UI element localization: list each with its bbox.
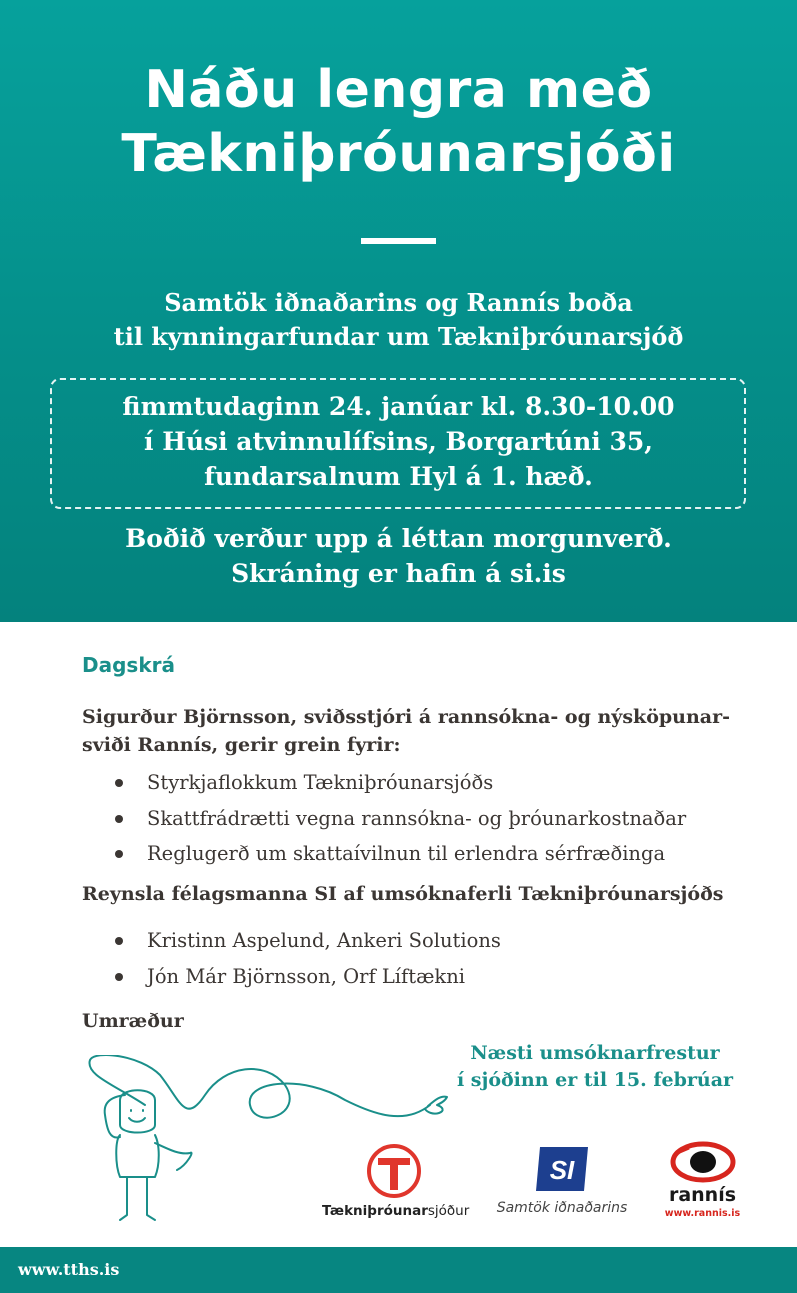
deadline-line-2: í sjóðinn er til 15. febrúar	[456, 1069, 734, 1091]
title-divider	[361, 238, 436, 244]
list-item-text: Styrkjaflokkum Tækniþróunarsjóðs	[147, 771, 494, 794]
list-item	[115, 801, 686, 837]
breakfast-note: Boðið verður upp á léttan morgunverð.	[125, 524, 672, 553]
bullet-icon	[115, 973, 123, 981]
page-title	[0, 58, 797, 186]
rannis-emblem-icon	[655, 1140, 750, 1186]
si-mark: SI	[549, 1155, 575, 1185]
invitation-text	[0, 286, 797, 354]
tth-wordmark	[322, 1203, 470, 1219]
footer-link[interactable]: www.tths.is	[18, 1260, 120, 1279]
speaker2-people	[115, 923, 501, 994]
rannis-logo	[655, 1140, 750, 1219]
rannis-url: www.rannis.is	[664, 1208, 741, 1219]
invitation-line-2: til kynningarfundar um Tækniþróunarsjóð	[113, 322, 684, 351]
si-wordmark: Samtök iðnaðarins	[496, 1200, 628, 1216]
tth-emblem-icon	[322, 1143, 467, 1199]
deadline-line-1: Næsti umsóknarfrestur	[470, 1042, 720, 1064]
event-venue: í Húsi atvinnulífsins, Borgartúni 35,	[144, 427, 653, 456]
list-item	[115, 765, 686, 801]
bullet-icon	[115, 937, 123, 945]
bullet-icon	[115, 779, 123, 787]
si-emblem-icon	[492, 1143, 632, 1195]
tth-wordmark-rest: sjóður	[427, 1203, 470, 1219]
list-item-text: Jón Már Björnsson, Orf Líftækni	[147, 964, 466, 988]
list-item-text: Reglugerð um skattaívilnun til erlendra sérfræðinga	[147, 842, 666, 865]
bullet-icon	[115, 815, 123, 823]
si-logo	[492, 1143, 632, 1216]
invitation-line-1: Samtök iðnaðarins og Rannís boða	[164, 288, 633, 317]
event-date: fimmtudaginn 24. janúar kl. 8.30-10.00	[122, 392, 675, 421]
rannis-wordmark: rannís	[668, 1184, 737, 1206]
speaker2-heading: Reynsla félagsmanna SI af umsóknaferli Tækniþróunarsjóðs	[82, 883, 724, 905]
speaker1-topics	[115, 765, 686, 872]
registration-note: Skráning er hafin á si.is	[231, 559, 566, 588]
title-line-1: Náðu lengra með	[144, 60, 653, 120]
title-line-2: Tækniþróunarsjóði	[121, 124, 676, 184]
footer-bar	[0, 1247, 797, 1293]
tth-logo	[322, 1143, 470, 1219]
speaker1-intro: Sigurður Björnsson, sviðsstjóri á rannsókna- og nýsköpunar-sviði Rannís, gerir grein fyrir:	[82, 706, 731, 756]
list-item-text: Skattfrádrætti vegna rannsókna- og þróunarkostnaðar	[147, 806, 687, 830]
hero-banner	[0, 0, 797, 622]
list-item	[115, 923, 501, 959]
list-item-text: Kristinn Aspelund, Ankeri Solutions	[147, 929, 501, 952]
hero-footnote	[0, 521, 797, 591]
agenda-heading: Dagskrá	[82, 653, 175, 677]
list-item	[115, 959, 501, 995]
event-details	[0, 389, 797, 494]
deadline-callout	[430, 1040, 760, 1094]
event-room: fundarsalnum Hyl á 1. hæð.	[204, 462, 593, 491]
bullet-icon	[115, 850, 123, 858]
discussion-item: Umræður	[82, 1010, 184, 1032]
list-item	[115, 836, 686, 872]
tth-wordmark-bold: Tækniþróunar	[322, 1203, 428, 1219]
